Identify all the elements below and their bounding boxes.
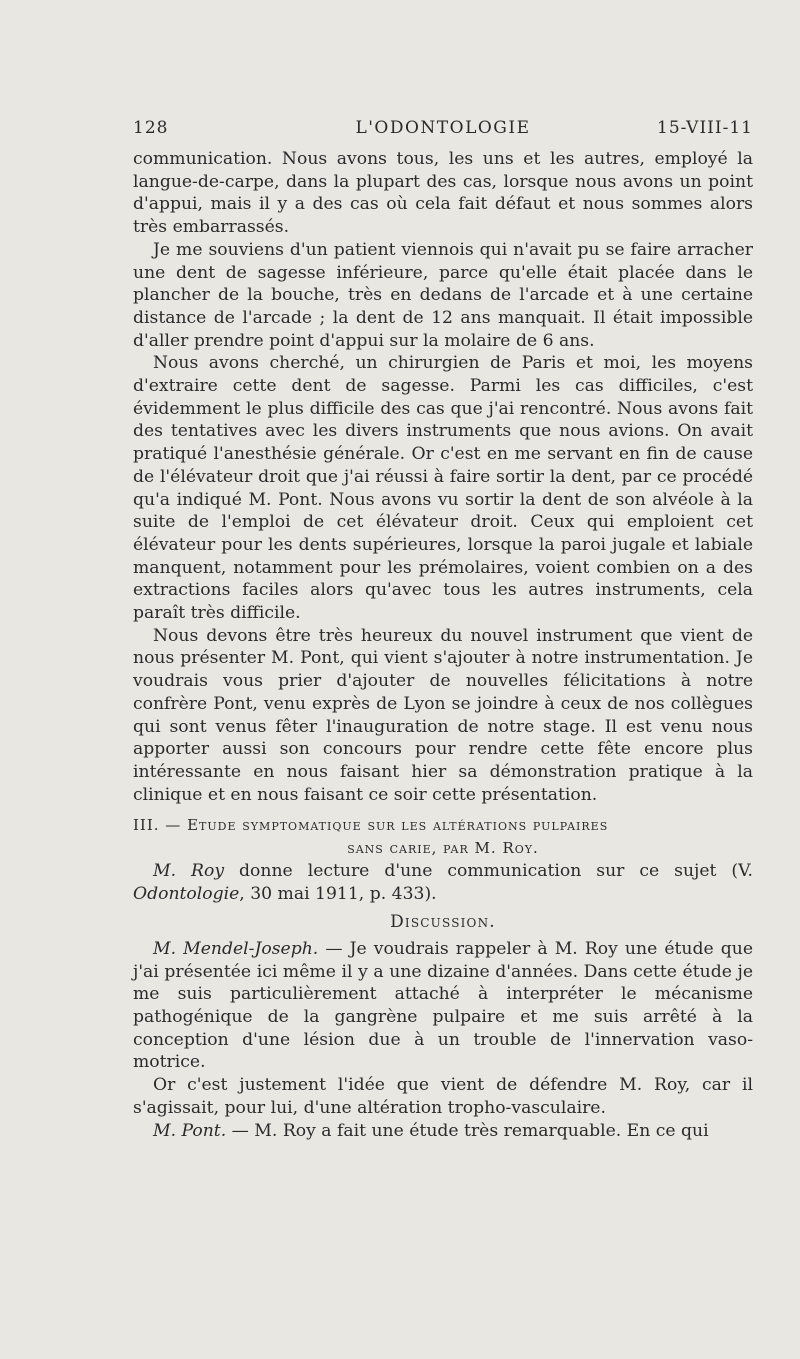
pont-text: — M. Roy a fait une étude très remarquable. En ce qui (226, 1120, 709, 1141)
issue-date: 15-VIII-11 (657, 118, 753, 138)
running-header (133, 118, 753, 142)
speaker-pont: M. Pont. (153, 1120, 227, 1141)
page-number: 128 (133, 118, 169, 138)
discussion-heading: Discussion. (390, 912, 496, 933)
pont-paragraph (133, 1120, 753, 1143)
journal-ref: Odontologie (133, 883, 240, 904)
journal-title: L'ODONTOLOGIE (355, 118, 531, 138)
speaker-mendel: M. Mendel-Joseph. (153, 938, 319, 959)
section-heading-line-2: sans carie, par M. Roy. (347, 839, 539, 858)
body-text (133, 148, 753, 1142)
speaker-roy: M. Roy (153, 860, 225, 881)
section-heading (133, 814, 753, 859)
paragraph-3: Nous avons cherché, un chirurgien de Paris et moi, les moyens d'extraire cette dent de sagesse. Parmi les cas difficiles, c'est évidemment le plus difficile des cas que j'ai rencontré. Nous avons fait des tentatives avec les divers instruments que nous avions. On avait pratiqué l'anesthésie générale. Or c'est en me servant en fin de cause de l'élévateur droit que j'ai réussi à faire sortir la dent, par ce procédé qu'a indiqué M. Pont. Nous avons vu sortir la dent de son alvéole à la suite de l'emploi de cet élévateur droit. Ceux qui emploient cet élévateur pour les dents supérieures, lorsque la paroi jugale et labiale manquent, notamment pour les prémolaires, voient combien on a des extractions faciles alors qu'avec tous les autres instruments, cela paraît très difficile. (133, 353, 753, 624)
mendel-paragraph (133, 938, 753, 1074)
roy-paragraph (133, 860, 753, 905)
paragraph-or: Or c'est justement l'idée que vient de défendre M. Roy, car il s'agissait, pour lui, d'une altération tropho-vasculaire. (133, 1075, 753, 1118)
paragraph-4: Nous devons être très heureux du nouvel instrument que vient de nous présenter M. Pont, qui vient s'ajouter à notre instrumentation. Je voudrais vous prier d'ajouter de nouvelles félicitations à notre confrère Pont, venu exprès de Lyon se joindre à ceux de nos collègues qui sont venus fêter l'inauguration de notre stage. Il est venu nous apporter aussi son concours pour rendre cette fête encore plus intéressante en nous faisant hier sa démonstration pratique à la clinique et en nous faisant ce soir cette présentation. (133, 625, 753, 805)
paragraph-1: communication. Nous avons tous, les uns et les autres, employé la langue-de-carpe, dans la plupart des cas, lorsque nous avons un point d'appui, mais il y a des cas où cela fait défaut et nous sommes alors très embarrassés. (133, 149, 753, 238)
roy-text-a: donne lecture d'une communication sur ce sujet (V. (224, 860, 753, 881)
section-heading-line-1: III. — Etude symptomatique sur les altérations pulpaires (133, 816, 609, 835)
mendel-text: — Je voudrais rappeler à M. Roy une étude que j'ai présentée ici même il y a une dizaine d'années. Dans cette étude je me suis particulièrement attaché à interpréter le mécanisme pathogénique de la gangrène pulpaire et me suis arrêté à la conception d'une lésion due à un trouble de l'innervation vaso-motrice. (133, 938, 753, 1073)
roy-text-b: , 30 mai 1911, p. 433). (239, 883, 437, 904)
paragraph-2: Je me souviens d'un patient viennois qui n'avait pu se faire arracher une dent de sagesse inférieure, parce qu'elle était placée dans le plancher de la bouche, très en dedans de l'arcade et à une certaine distance de l'arcade ; la dent de 12 ans manquait. Il était impossible d'aller prendre point d'appui sur la molaire de 6 ans. (133, 239, 753, 351)
